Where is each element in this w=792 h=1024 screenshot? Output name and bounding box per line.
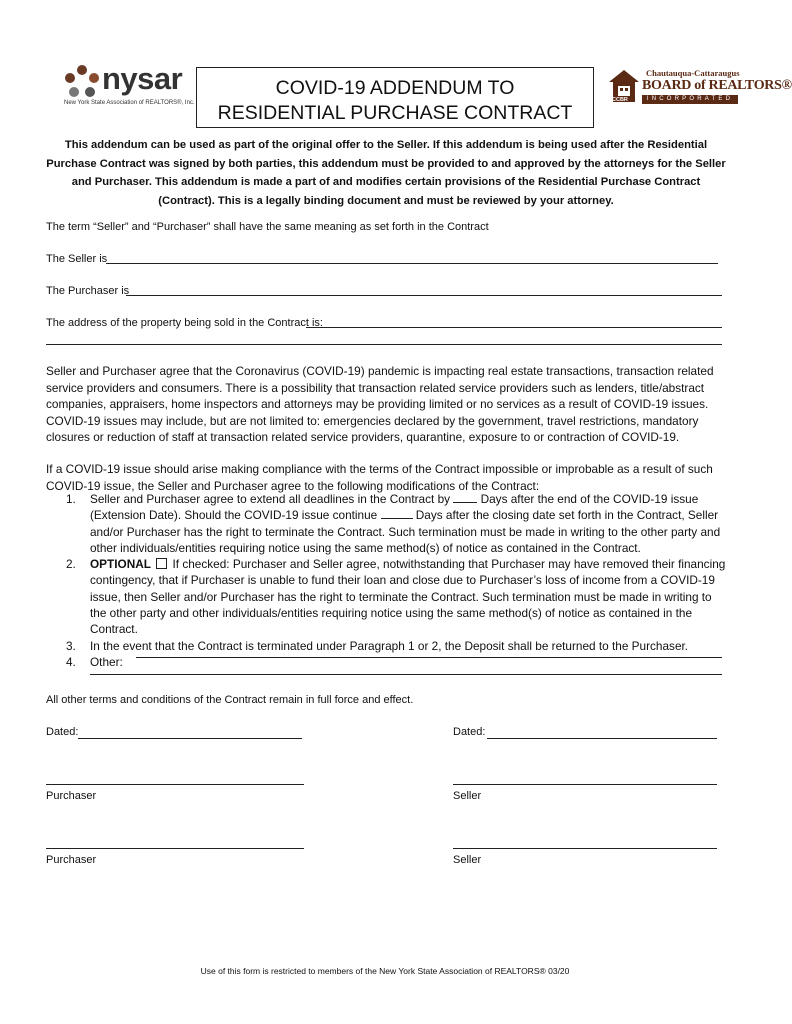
purchaser-dated-input[interactable] [78, 738, 302, 739]
board-name-sub: INCORPORATED [642, 95, 738, 104]
item-number: 2. [66, 557, 76, 572]
modification-item-3 [66, 638, 726, 654]
purchaser-signature-line-2[interactable] [46, 848, 304, 849]
title-line-1: COVID-19 ADDENDUM TO [275, 77, 515, 99]
item-4-text: Other: [90, 654, 123, 669]
seller-signature-line-1[interactable] [453, 784, 717, 785]
board-name-top: Chautauqua-Cattaraugus [646, 68, 740, 78]
seller-dated-input[interactable] [487, 738, 717, 739]
footer-note: Use of this form is restricted to members of the New York State Association of REALTORS® 03/20 [200, 966, 570, 976]
seller-dated-label: Dated: [453, 726, 486, 738]
purchaser-field-label: The Purchaser is [46, 285, 130, 297]
closing-statement: All other terms and conditions of the Contract remain in full force and effect. [46, 694, 414, 706]
purchaser-name-input[interactable] [126, 295, 722, 296]
nysar-mark-icon [64, 64, 100, 100]
other-input-line-2[interactable] [90, 674, 722, 675]
extension-days-input[interactable] [453, 492, 477, 503]
seller-name-input[interactable] [106, 263, 718, 264]
optional-checkbox[interactable] [156, 558, 167, 569]
ccbr-badge: CCBR [612, 97, 628, 103]
seller-signature-line-2[interactable] [453, 848, 717, 849]
modifications-intro-paragraph: If a COVID-19 issue should arise making compliance with the terms of the Contract impossible or improbable as a result of such COVID-19 issue, the Seller and Purchaser agree to the following modifications of the Contract: [46, 462, 713, 493]
optional-label: OPTIONAL [90, 557, 151, 572]
item-2-text: If checked: Purchaser and Seller agree, notwithstanding that Purchaser may have removed their financing contingency, that if Purchaser is unable to fund their loan and close due to Purchaser’s loss of income from a COVID-19 issue, then Seller and/or Purchaser has the right to terminate the Contract. Such termination must be made in writing to the other party and other individuals/entities requiring notice using the same method(s) of notice as contained in the Contract. [90, 557, 726, 637]
purchaser-signature-label-2: Purchaser [46, 854, 97, 866]
item-1-text-c: Days after the closing date set forth in the Contract, Seller and/or Purchaser has the right to terminate the Contract. Such termination must be made in writing to the other party and other individuals/entities requiring notice using the same method(s) of notice as contained in the Contract. [90, 508, 721, 555]
item-1-text-b: Days after the end of the COVID-19 issue (Extension Date). Should the COVID-19 issue continue [90, 492, 699, 523]
other-input-line-1[interactable] [136, 657, 722, 658]
nysar-logo [62, 61, 195, 110]
item-number: 3. [66, 638, 76, 653]
item-number: 1. [66, 492, 76, 506]
continue-days-input[interactable] [381, 508, 413, 519]
modification-item-1 [66, 491, 726, 556]
board-of-realtors-logo [608, 68, 792, 108]
purchaser-signature-label-1: Purchaser [46, 790, 97, 802]
purchaser-signature-line-1[interactable] [46, 784, 304, 785]
nysar-wordmark: nysar [102, 61, 183, 96]
address-input-line-1[interactable] [306, 327, 722, 328]
modification-item-2 [66, 556, 726, 637]
modifications-list [46, 491, 726, 670]
address-field-label: The address of the property being sold in the Contract is: [46, 317, 323, 329]
document-title [196, 67, 594, 128]
nysar-subtitle: New York State Association of REALTORS®, Inc. [64, 100, 195, 106]
covid-impact-paragraph: Seller and Purchaser agree that the Coronavirus (COVID-19) pandemic is impacting real estate transactions, transaction related service providers and consumers. There is a possibility that transaction related service providers such as lenders, title/abstract companies, appraisers, home inspectors and attorneys may be providing limited or no services as a result of COVID-19 issues. COVID-19 issues may include, but are not limited to: emergencies declared by the government, travel restrictions, mandatory closures or reduction of staff at transaction related service providers, quarantine, exposure to or contraction of COVID-19. [46, 364, 714, 444]
item-1-text-a: Seller and Purchaser agree to extend all deadlines in the Contract by [90, 492, 451, 506]
purchaser-dated-label: Dated: [46, 726, 79, 738]
seller-signature-label-1: Seller [453, 790, 482, 802]
address-input-line-2[interactable] [46, 344, 722, 345]
title-line-2: RESIDENTIAL PURCHASE CONTRACT [217, 102, 573, 124]
seller-field-label: The Seller is [46, 253, 108, 265]
definition-text: The term “Seller” and “Purchaser” shall have the same meaning as set forth in the Contract [46, 221, 489, 233]
intro-notice: This addendum can be used as part of the original offer to the Seller. If this addendum is being used after the Residential Purchase Contract was signed by both parties, this addendum must be provided to and approved by the attorneys for the Seller and Purchaser. This addendum is made a part of and modifies certain provisions of the Residential Purchase Contract (Contract). This is a legally binding document and must be reviewed by your attorney. [46, 139, 726, 207]
seller-signature-label-2: Seller [453, 854, 482, 866]
item-number: 4. [66, 654, 76, 669]
item-3-text: In the event that the Contract is terminated under Paragraph 1 or 2, the Deposit shall be returned to the Purchaser. [90, 638, 689, 653]
board-name-main: BOARD of REALTORS® [642, 78, 792, 93]
